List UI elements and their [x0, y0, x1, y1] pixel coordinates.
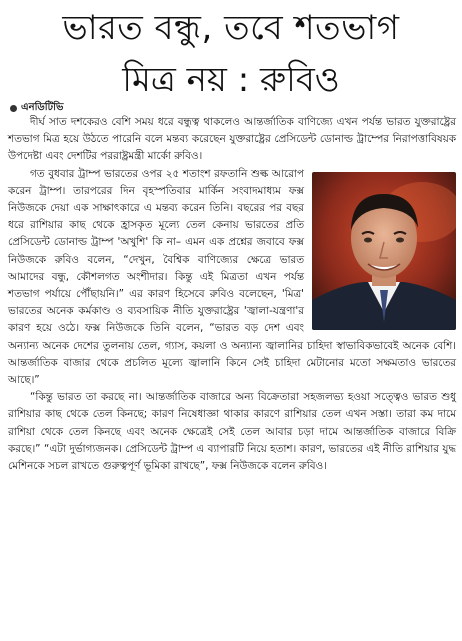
- headline-line-2: মিত্র নয় : রুবিও: [122, 60, 340, 100]
- article-paragraph: দীর্ঘ সাত দশকেরও বেশি সময় ধরে বন্ধুত্ব থাকলেও আন্তর্জাতিক বাণিজ্যে এখন পর্যন্ত ভারত যুক্তরাষ্ট্রের শতভাগ মিত্র হয়ে উঠতে পারেনি বলে মন্তব্য করেছেন যুক্তরাষ্ট্রের প্রেসিডেন্ট ডোনাল্ড ট্রাম্পের নিরাপত্তাবিষয়ক উপদেষ্টা এবং দেশটির পররাষ্ট্রমন্ত্রী মার্কো রুবিও।: [8, 116, 456, 163]
- portrait-photo: [312, 172, 456, 330]
- byline: [10, 101, 63, 115]
- article-body: [8, 114, 456, 475]
- bullet-icon: [10, 105, 17, 112]
- article-paragraph: “কিন্তু ভারত তা করছে না। আন্তর্জাতিক বাজারে অন্য বিক্রেতারা সহজলভ্য হওয়া সত্ত্বেও ভারত শুধু রাশিয়ার কাছ থেকে তেল কিনছে; কারণ নিষেধাজ্ঞা থাকার কারণে রাশিয়ার তেল এখন সস্তা। তারা কম দামে রাশিয়া থেকে তেল কিনছে এবং অনেক ক্ষেত্রেই সেই তেল আবার চড়া দামে আন্তর্জাতিক বাজারে বিক্রি করছে।” “এটা দুর্ভাগ্যজনক। প্রেসিডেন্ট ট্রাম্প এ ব্যাপারটি নিয়ে হতাশ। কারণ, ভারতের এই নীতি রাশিয়ার যুদ্ধ মেশিনকে সচল রাখতে গুরুত্বপূর্ণ ভূমিকা রাখছে”, ফক্স নিউজকে বলেন রুবিও।: [8, 391, 456, 473]
- headline-line-1: ভারত বন্ধু, তবে শতভাগ: [62, 8, 400, 48]
- byline-source: এনডিটিভি: [21, 102, 64, 113]
- article-paragraph: গত বুধবার ট্রাম্প ভারতের ওপর ২৫ শতাংশ রফতানি শুল্ক আরোপ করেন ট্রাম্প। তারপরের দিন বৃহস্পতিবার মার্কিন সংবাদমাধ্যম ফক্স নিউজকে দেয়া এক সাক্ষাৎকারে এ মন্তব্য করেন তিনি। বছরের পর বছর ধরে রাশিয়ার কাছ থেকে হ্রাসকৃত মূল্যে তেল কেনায় ভারতের প্রতি প্রেসিডেন্ট ডোনাল্ড ট্রাম্প 'অখুশি' কি না– এমন এক প্রশ্নের জবাবে ফক্স নিউজকে রুবিও বলেন, “দেখুন, বৈশ্বিক বাণিজ্যের ক্ষেত্রে ভারত আমাদের বন্ধু, কৌশলগত অংশীদার। কিন্তু এই মিত্রতা এখন পর্যন্ত শতভাগ পর্যায়ে পৌঁছায়নি।” এর কারণ হিসেবে রুবিও বলেছেন, 'মিত্র' ভারতের অনেক কর্মকাণ্ড ও ব্যবসায়িক নীতি যুক্তরাষ্ট্রের 'জ্বালা-যন্ত্রণা'র কারণ হয়ে ওঠে। ফক্স নিউজকে তিনি বলেন, “ভারত বড় দেশ এবং অন্যান্য অনেক দেশের তুলনায় তেল, গ্যাস, কয়লা ও অন্যান্য জ্বালানির চাহিদা স্বাভাবিকভাবেই অনেক বেশি। আন্তর্জাতিক বাজার থেকে প্রচলিত মূল্যে জ্বালানি কিনে সেই চাহিদা মেটানোর মতো সক্ষমতাও ভারতের আছে।”: [8, 167, 456, 387]
- portrait-image: [312, 172, 456, 330]
